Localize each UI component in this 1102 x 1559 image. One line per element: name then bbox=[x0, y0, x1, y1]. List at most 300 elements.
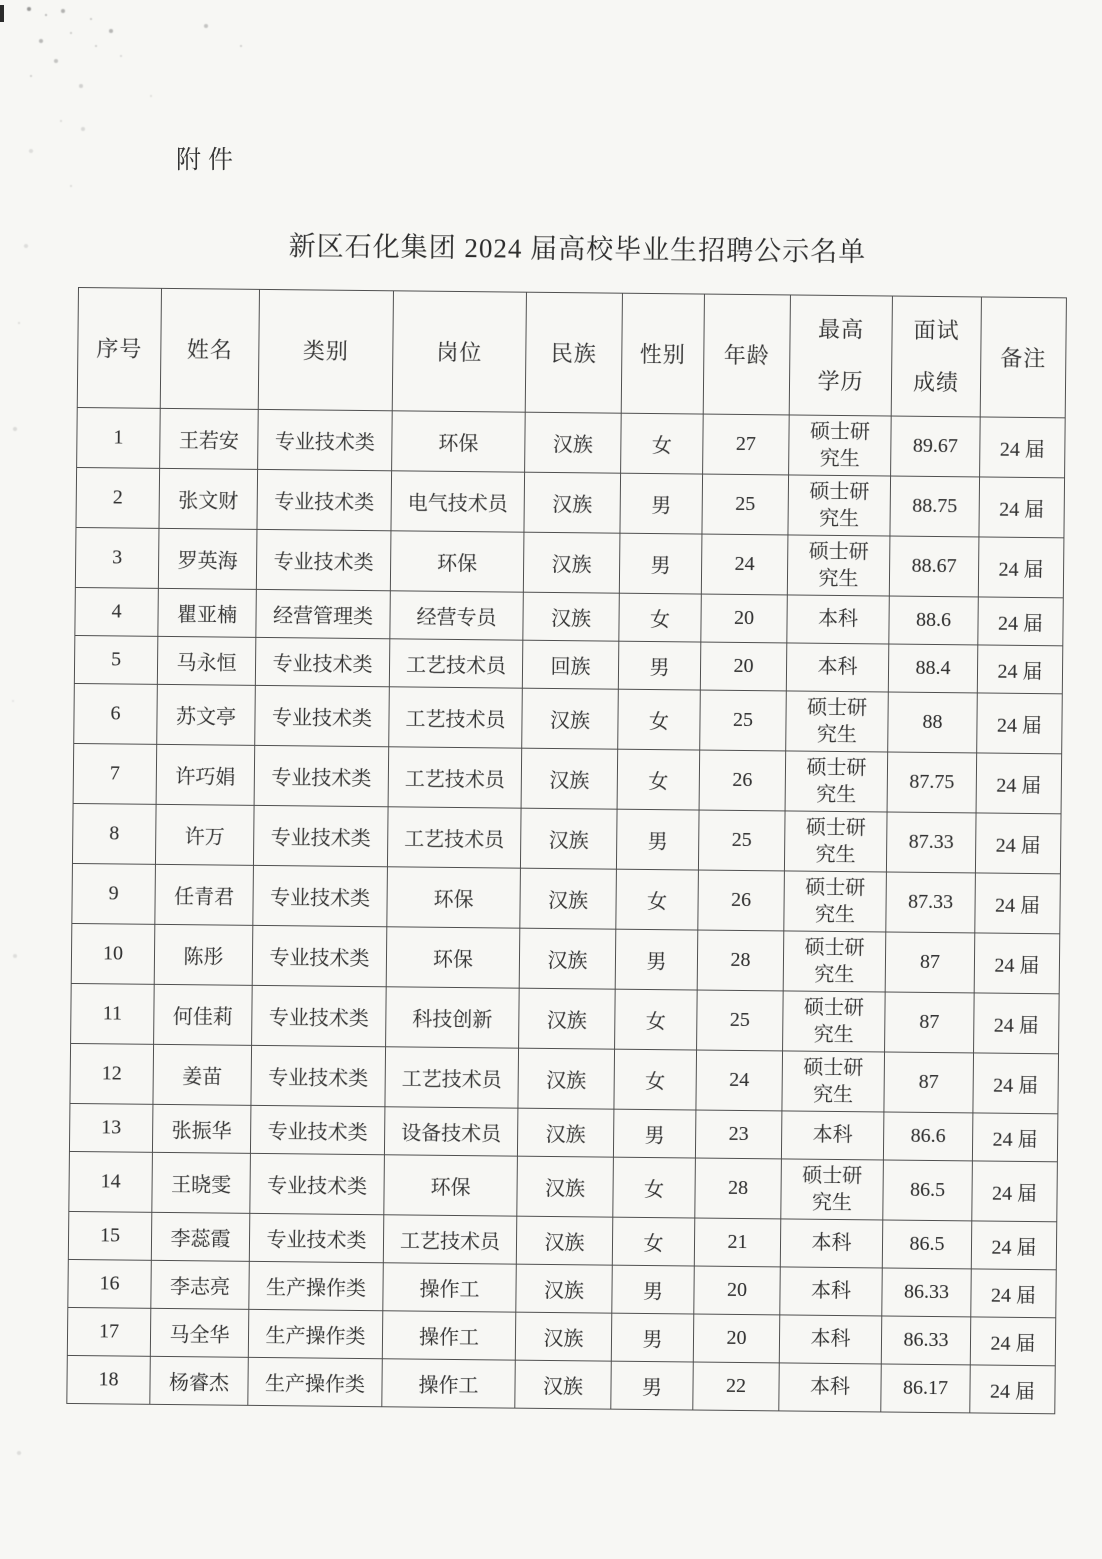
cell-text: 本科 bbox=[809, 1375, 851, 1399]
table-cell bbox=[69, 1151, 153, 1212]
cell-text: 生产操作类 bbox=[265, 1325, 366, 1349]
table-cell bbox=[885, 992, 975, 1053]
table-cell bbox=[785, 751, 888, 812]
cell-text: 专业技术类 bbox=[269, 887, 371, 911]
cell-text: 硕士研究生 bbox=[803, 996, 865, 1046]
table-cell bbox=[151, 1212, 249, 1261]
cell-text: 本科 bbox=[811, 1231, 852, 1255]
cell-text: 马全华 bbox=[169, 1324, 230, 1347]
cell-text: 科技创新 bbox=[412, 1008, 493, 1032]
table-cell bbox=[154, 984, 253, 1045]
table-cell bbox=[978, 537, 1064, 598]
col-header-label: 姓名 bbox=[186, 337, 233, 363]
table-cell bbox=[70, 1043, 154, 1104]
cell-text: 汉族 bbox=[544, 1231, 585, 1255]
table-cell bbox=[253, 805, 388, 866]
table-cell bbox=[694, 1218, 780, 1267]
cell-text: 汉族 bbox=[545, 1123, 586, 1147]
table-cell bbox=[515, 1360, 611, 1409]
cell-text: 7 bbox=[109, 762, 121, 785]
cell-text: 24 届 bbox=[993, 1074, 1039, 1098]
cell-text: 本科 bbox=[817, 607, 859, 631]
table-body bbox=[67, 407, 1065, 1413]
attachment-label: 附件 bbox=[176, 147, 241, 174]
table-row bbox=[69, 1151, 1058, 1221]
col-header-name bbox=[160, 288, 259, 409]
table-cell bbox=[517, 1108, 613, 1157]
cell-text: 男 bbox=[650, 555, 671, 578]
cell-text: 汉族 bbox=[547, 889, 589, 913]
table-cell bbox=[975, 813, 1061, 874]
table-cell bbox=[156, 744, 255, 805]
table-cell bbox=[67, 1355, 150, 1404]
col-header-ethnicity bbox=[525, 292, 622, 413]
col-header-label: 序号 bbox=[96, 336, 143, 362]
cell-text: 本科 bbox=[817, 655, 858, 679]
cell-text: 男 bbox=[649, 657, 670, 680]
cell-text: 24 届 bbox=[990, 1332, 1036, 1356]
table-cell bbox=[76, 467, 160, 528]
cell-text: 女 bbox=[645, 1010, 666, 1034]
cell-text: 硕士研究生 bbox=[805, 816, 866, 866]
table-cell bbox=[253, 865, 388, 926]
table-cell bbox=[890, 476, 980, 537]
table-cell bbox=[881, 1316, 970, 1365]
cell-text: 女 bbox=[649, 609, 671, 632]
col-header-label: 面试成绩 bbox=[912, 317, 960, 395]
cell-text: 专业技术类 bbox=[271, 707, 373, 731]
table-cell bbox=[700, 642, 786, 691]
cell-text: 工艺技术员 bbox=[399, 1230, 501, 1254]
table-cell bbox=[523, 532, 620, 593]
table-cell bbox=[521, 748, 618, 809]
table-cell bbox=[882, 1268, 971, 1317]
table-row bbox=[71, 983, 1060, 1053]
cell-text: 工艺技术员 bbox=[405, 654, 507, 678]
cell-text: 87 bbox=[919, 1010, 940, 1034]
table-row bbox=[73, 743, 1062, 813]
table-cell bbox=[780, 1219, 882, 1268]
table-cell bbox=[889, 536, 979, 597]
table-cell bbox=[619, 593, 701, 642]
table-cell bbox=[518, 1048, 615, 1109]
cell-text: 专业技术类 bbox=[271, 767, 372, 791]
table-cell bbox=[251, 1045, 386, 1106]
table-cell bbox=[71, 983, 155, 1044]
table-cell bbox=[786, 643, 888, 692]
table-cell bbox=[786, 691, 889, 752]
table-cell bbox=[976, 753, 1062, 814]
cell-text: 专业技术类 bbox=[267, 1121, 368, 1145]
table-cell bbox=[972, 1161, 1058, 1222]
cell-text: 马永恒 bbox=[176, 652, 237, 675]
table-cell bbox=[698, 870, 785, 931]
table-cell bbox=[883, 1160, 973, 1221]
table-cell bbox=[71, 923, 155, 984]
cell-text: 24 届 bbox=[996, 774, 1042, 798]
cell-text: 男 bbox=[651, 495, 672, 518]
table-row bbox=[67, 1355, 1055, 1413]
col-header-category bbox=[258, 289, 393, 410]
cell-text: 汉族 bbox=[543, 1327, 584, 1351]
table-cell bbox=[154, 924, 253, 985]
table-cell bbox=[611, 1313, 693, 1362]
cell-text: 汉族 bbox=[550, 607, 592, 631]
table-row bbox=[72, 803, 1061, 873]
cell-text: 杨睿杰 bbox=[168, 1372, 230, 1395]
cell-text: 男 bbox=[647, 830, 668, 854]
table-cell bbox=[252, 925, 387, 986]
cell-text: 88.6 bbox=[915, 608, 952, 632]
table-cell bbox=[254, 745, 389, 806]
cell-text: 86.33 bbox=[903, 1328, 949, 1352]
cell-text: 李志亮 bbox=[169, 1276, 231, 1299]
cell-text: 汉族 bbox=[544, 1177, 586, 1201]
table-cell bbox=[68, 1211, 151, 1260]
cell-text: 6 bbox=[110, 702, 121, 725]
cell-text: 专业技术类 bbox=[274, 491, 375, 515]
table-cell bbox=[248, 1309, 382, 1358]
cell-text: 88.75 bbox=[912, 494, 958, 518]
cell-text: 张振华 bbox=[171, 1120, 232, 1143]
cell-text: 女 bbox=[645, 1070, 666, 1094]
table-cell bbox=[155, 864, 254, 925]
cell-text: 操作工 bbox=[419, 1278, 480, 1302]
table-cell bbox=[613, 1157, 696, 1218]
table-cell bbox=[881, 1364, 970, 1413]
table-cell bbox=[522, 640, 618, 689]
table-cell bbox=[695, 1158, 782, 1219]
table-row bbox=[75, 527, 1064, 597]
cell-text: 王若安 bbox=[178, 430, 240, 453]
table-cell bbox=[525, 412, 622, 473]
cell-text: 88.67 bbox=[911, 554, 957, 578]
col-header-label: 备注 bbox=[1000, 345, 1047, 372]
table-cell bbox=[520, 808, 617, 869]
cell-text: 经营专员 bbox=[416, 606, 497, 630]
col-header-remark bbox=[980, 297, 1066, 418]
cell-text: 电气技术员 bbox=[407, 492, 508, 516]
table-cell bbox=[75, 527, 159, 588]
cell-text: 专业技术类 bbox=[268, 1067, 369, 1091]
table-cell bbox=[611, 1361, 693, 1410]
table-cell bbox=[152, 1152, 251, 1213]
table-cell bbox=[698, 810, 785, 871]
table-cell bbox=[699, 750, 786, 811]
table-cell bbox=[386, 987, 520, 1048]
cell-text: 硕士研究生 bbox=[803, 1056, 864, 1106]
cell-text: 许万 bbox=[184, 826, 225, 849]
table-cell bbox=[783, 991, 886, 1052]
table-cell bbox=[701, 594, 787, 643]
table-cell bbox=[387, 867, 521, 928]
table-cell bbox=[517, 1156, 614, 1217]
table-cell bbox=[618, 641, 700, 690]
cell-text: 1 bbox=[113, 426, 124, 449]
table-cell bbox=[74, 683, 158, 744]
table-cell bbox=[888, 644, 977, 693]
cell-text: 86.5 bbox=[909, 1178, 946, 1202]
cell-text: 23 bbox=[728, 1122, 749, 1146]
cell-text: 24 bbox=[734, 552, 755, 576]
cell-text: 男 bbox=[642, 1280, 664, 1304]
cell-text: 本科 bbox=[810, 1327, 851, 1351]
table-cell bbox=[255, 637, 389, 686]
cell-text: 硕士研究生 bbox=[807, 696, 868, 746]
cell-text: 20 bbox=[733, 606, 755, 630]
cell-text: 87.75 bbox=[909, 770, 955, 794]
cell-text: 硕士研究生 bbox=[804, 936, 865, 986]
cell-text: 24 届 bbox=[994, 894, 1041, 918]
table-cell bbox=[780, 1267, 882, 1316]
col-header-label: 岗位 bbox=[436, 339, 483, 366]
cell-text: 汉族 bbox=[542, 1375, 584, 1399]
col-header-gender bbox=[621, 293, 704, 414]
cell-text: 罗英海 bbox=[177, 550, 238, 573]
cell-text: 17 bbox=[98, 1320, 120, 1343]
table-cell bbox=[891, 416, 981, 477]
cell-text: 2 bbox=[112, 486, 123, 509]
table-cell bbox=[69, 1103, 152, 1152]
cell-text: 87 bbox=[919, 950, 941, 974]
cell-text: 环保 bbox=[438, 432, 479, 456]
cell-text: 男 bbox=[644, 1124, 665, 1148]
table-cell bbox=[386, 927, 520, 988]
cell-text: 专业技术类 bbox=[272, 653, 373, 677]
cell-text: 专业技术类 bbox=[270, 827, 371, 851]
table-cell bbox=[613, 1109, 695, 1158]
table-cell bbox=[256, 589, 390, 638]
table-cell bbox=[152, 1104, 250, 1153]
table-cell bbox=[695, 1110, 781, 1159]
table-cell bbox=[515, 1312, 611, 1361]
col-header-label: 类别 bbox=[302, 338, 349, 364]
table-row bbox=[70, 1043, 1059, 1113]
cell-text: 专业技术类 bbox=[273, 551, 374, 575]
cell-text: 汉族 bbox=[552, 493, 593, 517]
cell-text: 女 bbox=[648, 711, 670, 734]
table-cell bbox=[783, 931, 886, 992]
table-cell bbox=[620, 473, 703, 534]
cell-text: 李蕊霞 bbox=[170, 1228, 231, 1251]
cell-text: 工艺技术员 bbox=[404, 768, 505, 792]
cell-text: 24 届 bbox=[999, 498, 1045, 522]
cell-text: 硕士研究生 bbox=[809, 480, 870, 530]
cell-text: 男 bbox=[641, 1376, 663, 1400]
cell-text: 汉族 bbox=[549, 709, 591, 733]
table-cell bbox=[383, 1263, 516, 1312]
table-cell bbox=[75, 587, 158, 636]
table-cell bbox=[524, 472, 621, 533]
table-cell bbox=[68, 1259, 151, 1308]
cell-text: 24 届 bbox=[991, 1182, 1038, 1206]
table-cell bbox=[516, 1264, 612, 1313]
recruitment-table bbox=[66, 287, 1067, 1414]
cell-text: 4 bbox=[111, 600, 122, 623]
table-cell bbox=[700, 690, 787, 751]
cell-text: 24 届 bbox=[996, 714, 1043, 738]
cell-text: 环保 bbox=[437, 552, 478, 576]
table-cell bbox=[160, 408, 259, 469]
cell-text: 男 bbox=[642, 1328, 663, 1352]
cell-text: 24 届 bbox=[994, 954, 1040, 978]
table-cell bbox=[782, 1051, 885, 1112]
cell-text: 88.4 bbox=[915, 656, 951, 680]
cell-text: 9 bbox=[108, 882, 119, 905]
table-cell bbox=[382, 1311, 515, 1360]
cell-text: 24 届 bbox=[989, 1380, 1036, 1404]
cell-text: 26 bbox=[731, 888, 752, 912]
table-cell bbox=[977, 645, 1062, 694]
table-cell bbox=[150, 1308, 248, 1357]
cell-text: 专业技术类 bbox=[274, 431, 375, 455]
table-cell bbox=[249, 1213, 383, 1262]
table-cell bbox=[974, 933, 1060, 994]
table-cell bbox=[523, 592, 619, 641]
table-cell bbox=[701, 534, 788, 595]
table-cell bbox=[249, 1261, 383, 1310]
cell-text: 环保 bbox=[432, 948, 474, 972]
cell-text: 硕士研究生 bbox=[802, 1164, 863, 1214]
cell-text: 汉族 bbox=[543, 1279, 585, 1303]
cell-text: 8 bbox=[109, 822, 120, 845]
cell-text: 24 届 bbox=[998, 558, 1044, 582]
table-cell bbox=[882, 1220, 971, 1269]
cell-text: 汉族 bbox=[548, 829, 589, 853]
cell-text: 任青君 bbox=[174, 886, 235, 909]
table-cell bbox=[779, 1315, 881, 1364]
cell-text: 女 bbox=[643, 1232, 664, 1256]
cell-text: 86.33 bbox=[903, 1280, 950, 1304]
table-cell bbox=[383, 1215, 516, 1264]
table-cell bbox=[703, 414, 790, 475]
table-cell bbox=[980, 417, 1066, 478]
cell-text: 89.67 bbox=[912, 434, 958, 458]
cell-text: 18 bbox=[98, 1368, 119, 1391]
cell-text: 24 届 bbox=[991, 1236, 1037, 1260]
cell-text: 汉族 bbox=[549, 769, 590, 793]
table-cell bbox=[884, 1052, 974, 1113]
table-row bbox=[71, 923, 1060, 993]
cell-text: 男 bbox=[646, 950, 667, 974]
cell-text: 12 bbox=[101, 1062, 122, 1085]
cell-text: 王晓雯 bbox=[170, 1174, 232, 1197]
cell-text: 28 bbox=[730, 948, 751, 972]
table-cell bbox=[519, 928, 616, 989]
table-cell bbox=[779, 1363, 881, 1412]
table-cell bbox=[787, 595, 889, 644]
table-cell bbox=[616, 869, 699, 930]
cell-text: 88 bbox=[922, 710, 943, 734]
cell-text: 汉族 bbox=[552, 433, 593, 457]
cell-text: 3 bbox=[112, 546, 123, 569]
table-cell bbox=[390, 531, 524, 592]
table-row bbox=[72, 863, 1061, 933]
cell-text: 女 bbox=[651, 435, 672, 458]
cell-text: 10 bbox=[102, 942, 124, 965]
cell-text: 28 bbox=[727, 1176, 749, 1200]
table-cell bbox=[781, 1159, 884, 1220]
table-cell bbox=[389, 639, 522, 688]
table-cell bbox=[621, 413, 704, 474]
table-row bbox=[77, 407, 1066, 477]
table-cell bbox=[971, 1269, 1056, 1318]
table-cell bbox=[67, 1307, 150, 1356]
cell-text: 24 bbox=[729, 1068, 750, 1092]
table-cell bbox=[150, 1356, 248, 1405]
table-cell bbox=[975, 873, 1061, 934]
cell-text: 24 届 bbox=[997, 612, 1044, 636]
cell-text: 24 届 bbox=[993, 1014, 1039, 1038]
cell-text: 姜苗 bbox=[182, 1066, 223, 1089]
table-cell bbox=[612, 1265, 694, 1314]
cell-text: 汉族 bbox=[546, 1009, 587, 1033]
table-cell bbox=[702, 474, 789, 535]
table-cell bbox=[696, 1050, 783, 1111]
table-cell bbox=[979, 477, 1065, 538]
table-cell bbox=[72, 803, 156, 864]
col-header-education bbox=[789, 295, 892, 416]
table-cell bbox=[889, 596, 978, 645]
col-header-label: 性别 bbox=[639, 341, 686, 368]
table-cell bbox=[618, 689, 701, 750]
cell-text: 瞿亚楠 bbox=[176, 604, 238, 627]
cell-text: 25 bbox=[731, 828, 752, 852]
col-header-label: 年龄 bbox=[723, 342, 770, 369]
document-title: 新区石化集团 2024 届高校毕业生招聘公示名单 bbox=[288, 231, 867, 268]
table-cell bbox=[978, 597, 1063, 646]
table-cell bbox=[883, 1112, 972, 1161]
table-cell bbox=[391, 471, 525, 532]
cell-text: 专业技术类 bbox=[266, 1229, 367, 1253]
cell-text: 24 届 bbox=[999, 438, 1045, 462]
table-cell bbox=[977, 693, 1063, 754]
cell-text: 许巧娟 bbox=[175, 766, 236, 789]
scan-noise bbox=[0, 0, 2, 2]
cell-text: 何佳莉 bbox=[172, 1006, 233, 1029]
table-cell bbox=[615, 989, 698, 1050]
cell-text: 操作工 bbox=[418, 1326, 480, 1350]
table-cell bbox=[789, 415, 892, 476]
table-cell bbox=[887, 752, 977, 813]
cell-text: 环保 bbox=[430, 1176, 471, 1200]
table-cell bbox=[971, 1221, 1056, 1270]
cell-text: 陈彤 bbox=[183, 946, 224, 969]
table-cell bbox=[520, 868, 617, 929]
table-row bbox=[76, 467, 1065, 537]
cell-text: 本科 bbox=[810, 1279, 852, 1303]
cell-text: 女 bbox=[646, 890, 668, 914]
col-header-label: 最高学历 bbox=[817, 316, 865, 394]
table-cell bbox=[888, 692, 978, 753]
cell-text: 专业技术类 bbox=[268, 1007, 369, 1031]
table-cell bbox=[382, 1359, 515, 1408]
table-cell bbox=[886, 872, 976, 933]
table-cell bbox=[157, 684, 256, 745]
table-cell bbox=[74, 635, 157, 684]
table-cell bbox=[155, 804, 254, 865]
table-cell bbox=[258, 409, 393, 470]
table-cell bbox=[519, 988, 616, 1049]
cell-text: 女 bbox=[648, 771, 669, 794]
cell-text: 14 bbox=[100, 1170, 121, 1193]
table-cell bbox=[885, 932, 975, 993]
table-cell bbox=[248, 1357, 382, 1406]
table-cell bbox=[384, 1107, 517, 1156]
cell-text: 经营管理类 bbox=[272, 605, 374, 629]
table-cell bbox=[72, 863, 156, 924]
table-row bbox=[74, 683, 1063, 753]
